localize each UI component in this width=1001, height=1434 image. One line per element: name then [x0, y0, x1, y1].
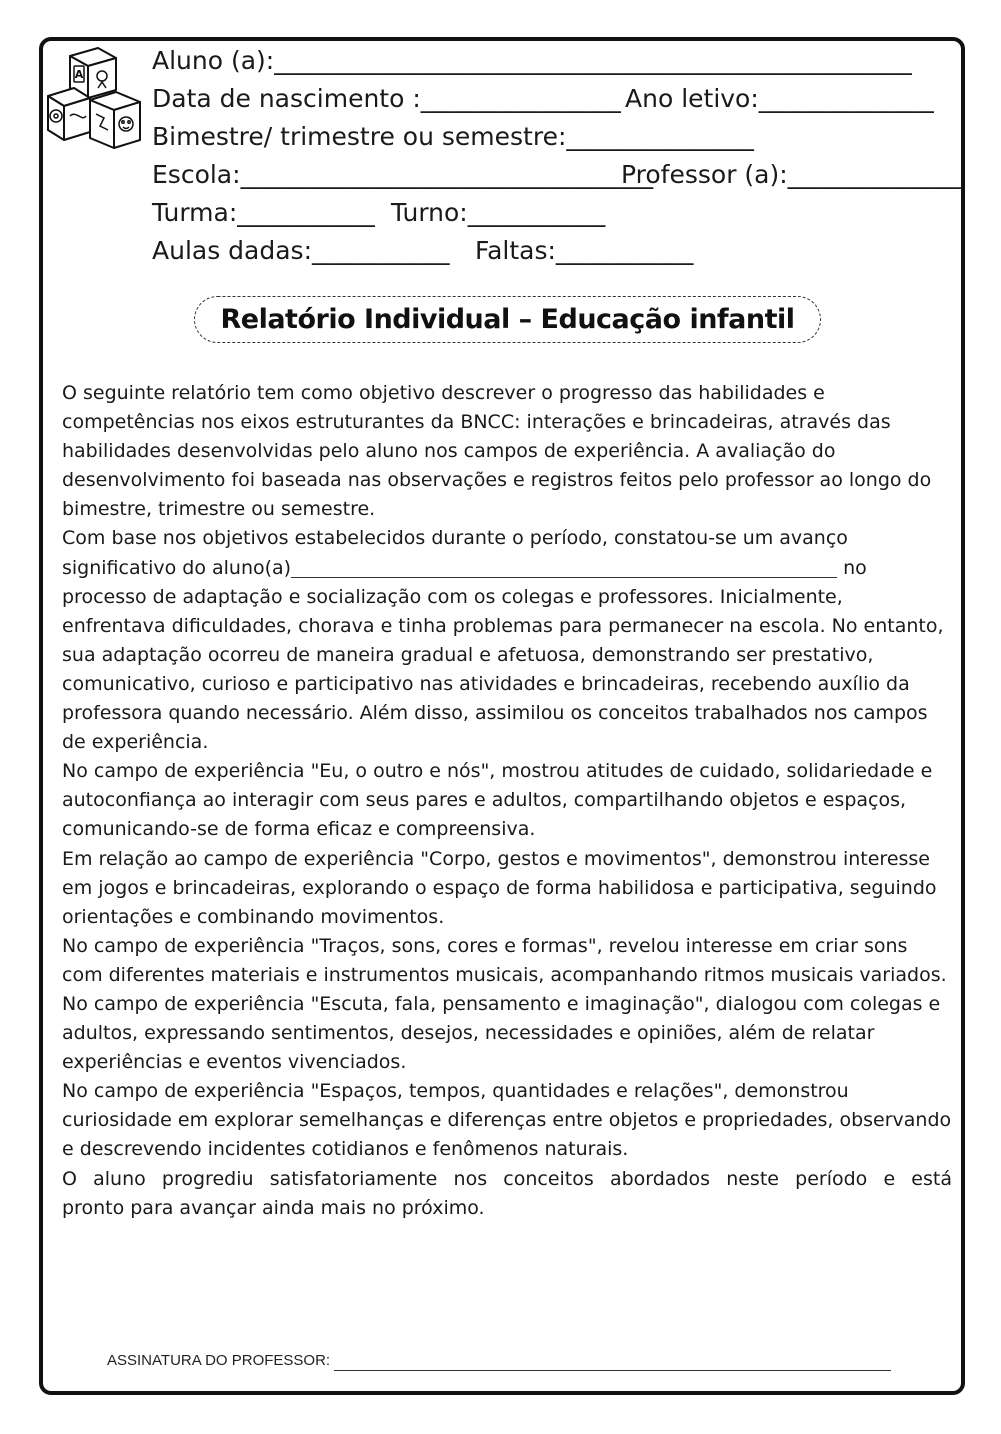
shift-label: Turno: [391, 198, 468, 227]
school-year-blank: ______________ [758, 84, 934, 113]
student-blank: ___________________________________________________ [274, 46, 912, 75]
birth-date-label: Data de nascimento : [152, 84, 421, 113]
period-label: Bimestre/ trimestre ou semestre: [152, 122, 567, 151]
paragraph-objective: O seguinte relatório tem como objetivo descrever o progresso das habilidades e competências nos eixos estruturantes da BNCC: interações e brincadeiras, através das habilidades desenvolvidas pelo aluno nos campos de experiência. A avaliação do desenvolvimento foi baseada nas observações e registros feitos pelo professor ao longo do bimestre, trimestre ou semestre. [62, 382, 932, 521]
birth-date-field[interactable] [152, 84, 621, 114]
report-title-box [194, 296, 821, 343]
paragraph-adaptation-start: Com base nos objetivos estabelecidos durante o período, constatou-se um avanço significativo do aluno(a) [62, 527, 848, 579]
class-label: Turma: [152, 198, 238, 227]
absences-field[interactable] [475, 236, 693, 266]
period-blank: _______________ [566, 122, 754, 151]
signature-line[interactable] [334, 1370, 891, 1371]
teacher-label: Professor (a): [621, 160, 788, 189]
school-label: Escola: [152, 160, 241, 189]
classes-given-blank: ___________ [312, 236, 450, 265]
paragraph-conclusion-line2: pronto para avançar ainda mais no próximo. [62, 1196, 485, 1219]
classes-given-field[interactable] [152, 236, 450, 266]
report-title: Relatório Individual – Educação infantil [220, 304, 795, 335]
paragraph-eu-outro-nos: No campo de experiência "Eu, o outro e nós", mostrou atitudes de cuidado, solidariedade e autoconfiança ao interagir com seus pares e adultos, compartilhando objetos e espaços, comunicando-se de forma eficaz e compreensiva. [62, 760, 933, 841]
signature-label: ASSINATURA DO PROFESSOR: [107, 1352, 331, 1369]
paragraph-escuta-fala: No campo de experiência "Escuta, fala, pensamento e imaginação", dialogou com colegas e adultos, expressando sentimentos, desejos, necessidades e opiniões, além de relatar experiências e eventos vivenciados. [62, 992, 941, 1074]
classes-given-label: Aulas dadas: [152, 236, 313, 265]
school-blank: _________________________________ [240, 160, 654, 189]
school-year-field[interactable] [625, 84, 934, 114]
shift-blank: ___________ [467, 198, 606, 227]
paragraph-adaptation [62, 524, 952, 757]
paragraph-corpo-gestos: Em relação ao campo de experiência "Corpo, gestos e movimentos", demonstrou interesse em jogos e brincadeiras, explorando o espaço de forma habilidosa e participativa, seguindo orientações e combinando movimentos. [62, 847, 937, 928]
school-field[interactable] [152, 160, 653, 190]
paragraph-tracos-sons: No campo de experiência "Traços, sons, cores e formas", revelou interesse em criar sons com diferentes materiais e instrumentos musicais, acompanhando ritmos musicais variados. [62, 934, 947, 986]
teacher-field[interactable] [621, 160, 963, 190]
report-body [62, 379, 952, 1223]
class-field[interactable] [152, 198, 375, 228]
toy-blocks-icon [44, 44, 144, 152]
absences-label: Faltas: [475, 236, 556, 265]
absences-blank: ___________ [555, 236, 694, 265]
student-label: Aluno (a): [152, 46, 275, 75]
school-year-label: Ano letivo: [625, 84, 759, 113]
paragraph-adaptation-end: no processo de adaptação e socialização com os colegas e professores. Inicialmente, enfrentava dificuldades, chorava e tinha problemas para permanecer na escola. No entanto, sua adaptação ocorreu de maneira gradual e afetuosa, demonstrando ser prestativo, comunicativo, curioso e participativo nas atividades e brincadeiras, recebendo auxílio da professora quando necessário. Além disso, assimilou os conceitos trabalhados nos campos de experiência. [62, 556, 944, 754]
teacher-blank: ______________ [787, 160, 963, 189]
paragraph-espacos-tempos: No campo de experiência "Espaços, tempos, quantidades e relações", demonstrou curiosidade em explorar semelhanças e diferenças entre objetos e propriedades, observando e descrevendo incidentes cotidianos e fenômenos naturais. [62, 1080, 952, 1161]
student-field[interactable] [152, 46, 912, 76]
paragraph-conclusion-line1: O aluno progrediu satisfatoriamente nos conceitos abordados neste período e está [62, 1167, 952, 1190]
birth-date-blank: ________________ [420, 84, 621, 113]
shift-field[interactable] [391, 198, 605, 228]
student-name-blank[interactable] [291, 577, 837, 578]
block-letter: A [74, 68, 84, 81]
period-field[interactable] [152, 122, 754, 152]
class-blank: ___________ [237, 198, 375, 227]
